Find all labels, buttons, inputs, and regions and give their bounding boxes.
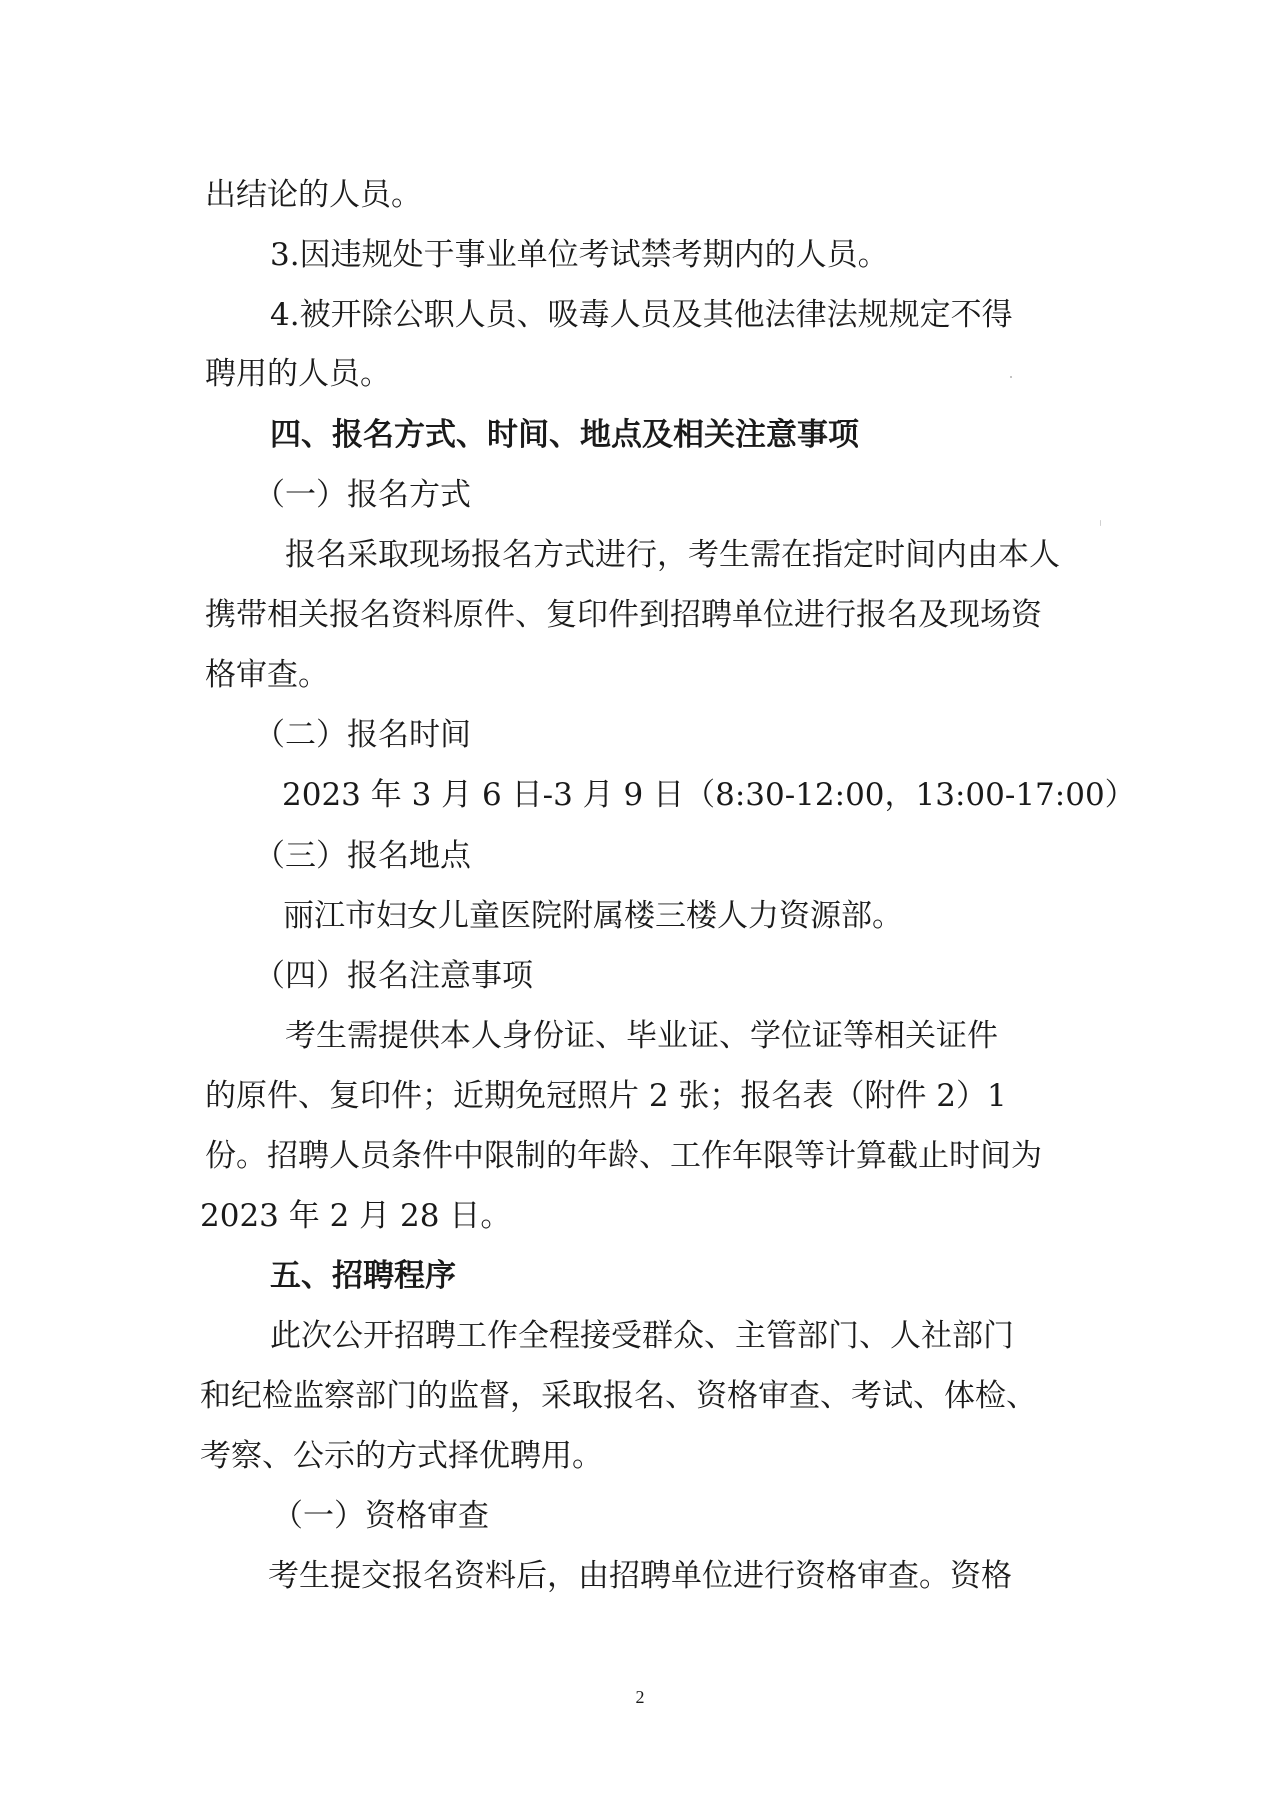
body-line: 此次公开招聘工作全程接受群众、主管部门、人社部门	[270, 1318, 1014, 1354]
body-line: 2023 年 2 月 28 日。	[200, 1198, 512, 1234]
body-line: 聘用的人员。	[205, 356, 391, 392]
body-line: 的原件、复印件；近期免冠照片 2 张；报名表（附件 2）1	[205, 1078, 1007, 1114]
body-line: 出结论的人员。	[205, 177, 422, 213]
body-line: 携带相关报名资料原件、复印件到招聘单位进行报名及现场资	[205, 597, 1042, 633]
subsection-heading: （三）报名地点	[254, 838, 471, 874]
body-line: 和纪检监察部门的监督，采取报名、资格审查、考试、体检、	[200, 1378, 1037, 1414]
section-heading: 四、报名方式、时间、地点及相关注意事项	[270, 417, 859, 453]
body-line: 报名采取现场报名方式进行，考生需在指定时间内由本人	[285, 537, 1060, 573]
list-item: 3.因违规处于事业单位考试禁考期内的人员。	[270, 237, 889, 273]
registration-time: 2023 年 3 月 6 日-3 月 9 日（8:30-12:00，13:00-17:00）	[282, 777, 1136, 813]
section-heading: 五、招聘程序	[270, 1258, 456, 1294]
body-line: 份。招聘人员条件中限制的年龄、工作年限等计算截止时间为	[205, 1138, 1042, 1174]
body-line: 考察、公示的方式择优聘用。	[200, 1438, 603, 1474]
scan-speck	[1010, 376, 1012, 378]
subsection-heading: （四）报名注意事项	[254, 958, 533, 994]
registration-location: 丽江市妇女儿童医院附属楼三楼人力资源部。	[283, 898, 903, 934]
page-number: 2	[635, 1687, 645, 1707]
body-line: 考生提交报名资料后，由招聘单位进行资格审查。资格	[268, 1558, 1012, 1594]
body-line: 格审查。	[205, 657, 329, 693]
subsection-heading: （二）报名时间	[254, 717, 471, 753]
list-item: 4.被开除公职人员、吸毒人员及其他法律法规规定不得	[270, 297, 1013, 333]
subsection-heading: （一）报名方式	[254, 477, 471, 513]
body-line: 考生需提供本人身份证、毕业证、学位证等相关证件	[285, 1018, 998, 1054]
subsection-heading: （一）资格审查	[272, 1498, 489, 1534]
scan-speck	[1100, 520, 1101, 526]
